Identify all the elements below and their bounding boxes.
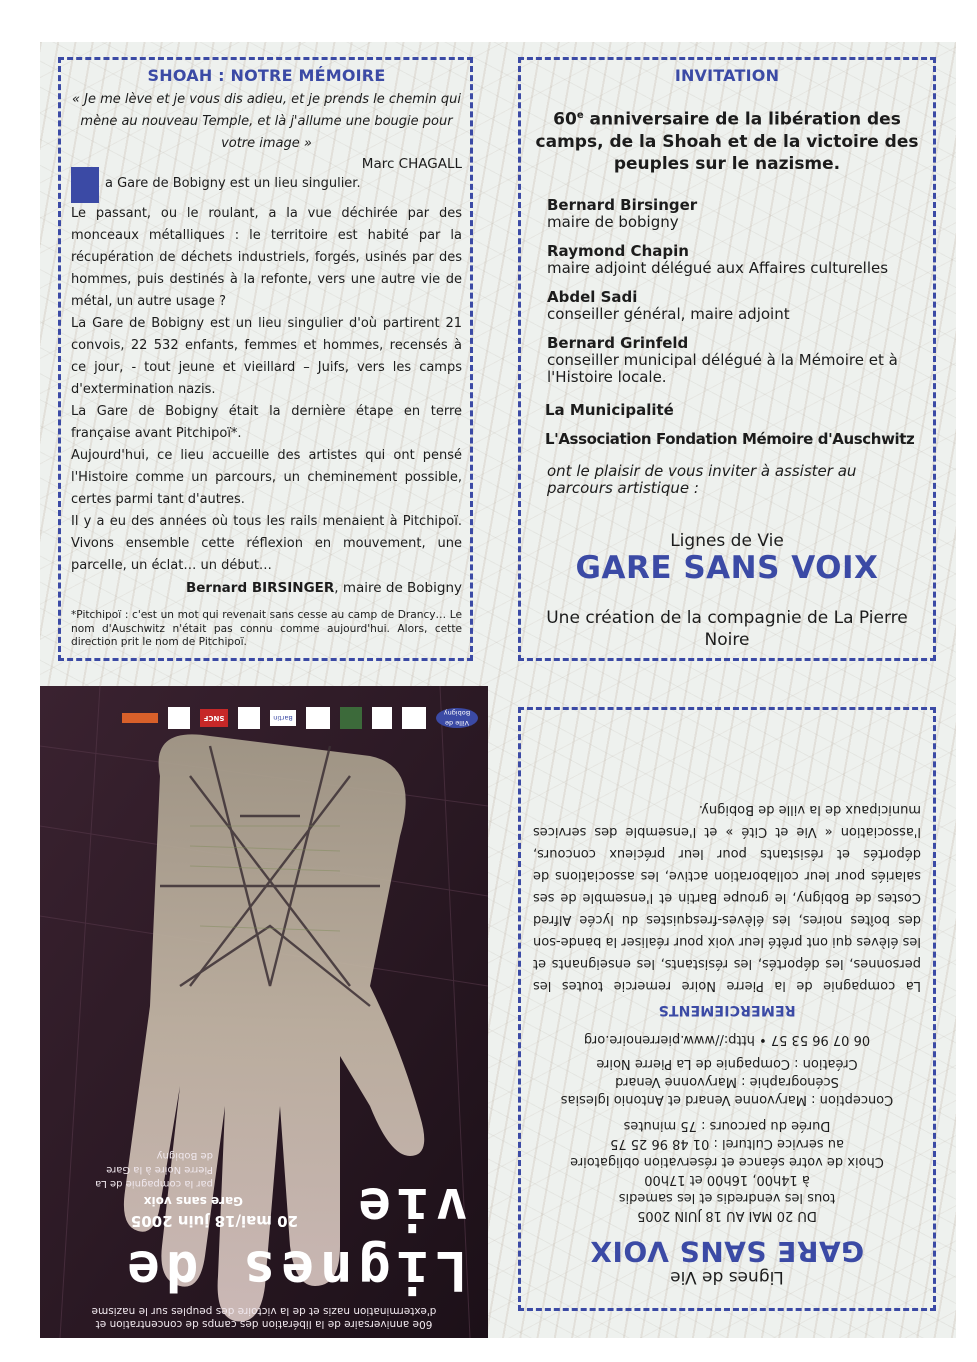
shoah-heading: SHOAH : NOTRE MÉMOIRE: [147, 66, 386, 85]
cover-panel: [40, 686, 488, 1338]
paragraph: a Gare de Bobigny est un lieu singulier.: [105, 176, 361, 191]
cover-show: Gare sans voix: [143, 1194, 243, 1208]
info-hours: à 14h00, 16h00 et 17h00: [644, 1172, 810, 1187]
paragraph: La Gare de Bobigny était la dernière étape en terre française avant Pitchipoï*.: [71, 404, 462, 441]
info-contact: 06 07 96 53 57 • http://www.pierrenoire.org: [583, 1032, 871, 1047]
invite-text: ont le plaisir de vous inviter à assister au parcours artistique :: [547, 461, 857, 497]
org-name: La Municipalité: [545, 400, 674, 419]
paragraph: Il y a eu des années où tous les rails menaient à Pitchipoï. Vivons ensemble cette réflexion en mouvement, une parcelle, un éclat… un début…: [71, 514, 462, 573]
logo-icon: [402, 707, 426, 729]
host-item: [547, 243, 923, 277]
org-fondation: [545, 431, 923, 449]
cover-credits: par la compagnie de La Pierre Noire à la Gare de Bobigny: [95, 1150, 213, 1189]
host-item: [547, 335, 923, 386]
logo-icon: [306, 707, 330, 729]
creation-credit: Une création de la compagnie de La Pierre Noire: [546, 607, 908, 650]
logo-icon: [372, 707, 392, 729]
info-service: au service Culturel : 01 48 96 25 75: [610, 1136, 844, 1151]
signature-role: , maire de Bobigny: [334, 580, 462, 596]
thanks-text: La compagnie de la Pierre Noire remercie toutes les personnes, les déportés, les résistants, les enseignants et les élèves qui ont prêté leur voix pour réaliser la bande-son des boîtes noires, les élèves-fresquistes du lycée Alfred Costes de Bobigny, le groupe Bartin et l'ensemble de ses salariés pour leur collaboration active, les associations de déportés et résistants pour leur précieux concours, l'association « Vie et Cité » et l'ensemble des services municipaux de la ville de Bobigny.: [533, 802, 921, 993]
cover-dates: 20 mai/18 juin 2005: [130, 1212, 298, 1230]
footnote: *Pitchipoï : c'est un mot qui revenait sans cesse au camp de Drancy… Le nom d'Auschwitz n'était pas connu comme aujourd'hui. Alors, cette direction prit le nom de Pitchipoï.: [71, 609, 462, 648]
host-name: Abdel Sadi: [547, 287, 638, 306]
paragraph: La Gare de Bobigny est un lieu singulier d'où partirent 21 convois, 22 532 enfants, femmes et hommes, recensés à ce jour, - tout jeune et vieillard – Juifs, vers les camps d'extermination nazis.: [71, 316, 462, 397]
info-reservation: Choix de votre séance et réservation obligatoire: [570, 1154, 884, 1169]
paragraph: Aujourd'hui, ce lieu accueille des artistes qui ont pensé l'Histoire comme un parcours, un cheminement possible, certes parmi tant d'autres.: [71, 448, 462, 507]
host-role: maire adjoint délégué aux Affaires culturelles: [547, 258, 889, 277]
logo-icon: [238, 707, 260, 729]
logo-sncf: SNCF: [200, 709, 228, 727]
cover-title: Lignes de vie: [121, 1176, 468, 1302]
org-name: L'Association Fondation Mémoire d'Auschwitz: [545, 429, 915, 448]
logo-icon: [168, 707, 190, 729]
show-title: GARE SANS VOIX: [575, 549, 879, 586]
signature: [71, 577, 462, 599]
org-municipalite: [545, 402, 923, 419]
host-item: [547, 197, 923, 231]
show-subtitle: Lignes de Vie: [670, 530, 784, 551]
info-panel: [518, 707, 936, 1311]
title-sup: e: [576, 110, 584, 121]
chagall-quote: « Je me lève et je vous dis adieu, et je prends le chemin qui mène au nouveau Temple, et là j'allume une bougie pour votre image »: [71, 92, 462, 151]
host-role: conseiller général, maire adjoint: [547, 304, 790, 323]
info-dates: DU 20 MAI AU 18 JUIN 2005: [637, 1208, 817, 1223]
info-creation: Création : Compagnie de La Pierre Noire: [596, 1056, 858, 1071]
host-item: [547, 289, 923, 323]
logo-icon: [340, 707, 362, 729]
host-role: conseiller municipal délégué à la Mémoire et à l'Histoire locale.: [547, 350, 898, 386]
shoah-panel: [58, 57, 473, 661]
info-scenographie: Scénographie : Maryvonne Venard: [615, 1074, 839, 1089]
sponsor-logos: [50, 706, 478, 730]
title-text: anniversaire de la libération des camps, de la Shoah et de la victoire des peuples sur le nazisme.: [535, 109, 919, 174]
host-role: maire de bobigny: [547, 212, 679, 231]
signature-name: Bernard BIRSINGER: [185, 580, 335, 596]
title-number: 60: [553, 109, 577, 130]
cover-text: [40, 686, 488, 1338]
cover-subtitle: 60e anniversaire de la libération des camps de concentration et d'extermination nazis et de la victoire des peuples sur le nazisme: [91, 1305, 437, 1330]
thanks-heading: REMERCIEMENTS: [658, 1002, 796, 1018]
logo-icon: [122, 713, 158, 723]
info-duration: Durée du parcours : 75 minutes: [623, 1118, 831, 1133]
invitation-panel: [518, 57, 936, 661]
info-conception: Conception : Maryvonne Venard et Antonio Iglesias: [560, 1092, 894, 1107]
logo-bartin: Bartin: [270, 710, 296, 726]
drop-cap-l: [71, 167, 99, 203]
quote-author: Marc CHAGALL: [361, 156, 462, 172]
shoah-body: [71, 173, 462, 577]
host-name: Bernard Grinfeld: [547, 333, 689, 352]
info-show-subtitle: Lignes de Vie: [670, 1267, 784, 1287]
invitation-heading: INVITATION: [674, 66, 780, 85]
host-name: Raymond Chapin: [547, 241, 689, 260]
invitation-title: [531, 105, 923, 175]
info-show-title: GARE SANS VOIX: [589, 1235, 865, 1268]
logo-bobigny: Ville de Bobigny: [436, 708, 478, 728]
paragraph: Le passant, ou le roulant, a la vue déchirée par des monceaux métalliques : le territoire est habité par la récupération de déchets industriels, forgés, usinés par des hommes, puis destinés à la refonte, vers une autre vie de métal, un autre usage ?: [71, 206, 462, 309]
host-name: Bernard Birsinger: [547, 195, 698, 214]
info-days: tous les vendredis et les samedis: [618, 1190, 836, 1205]
